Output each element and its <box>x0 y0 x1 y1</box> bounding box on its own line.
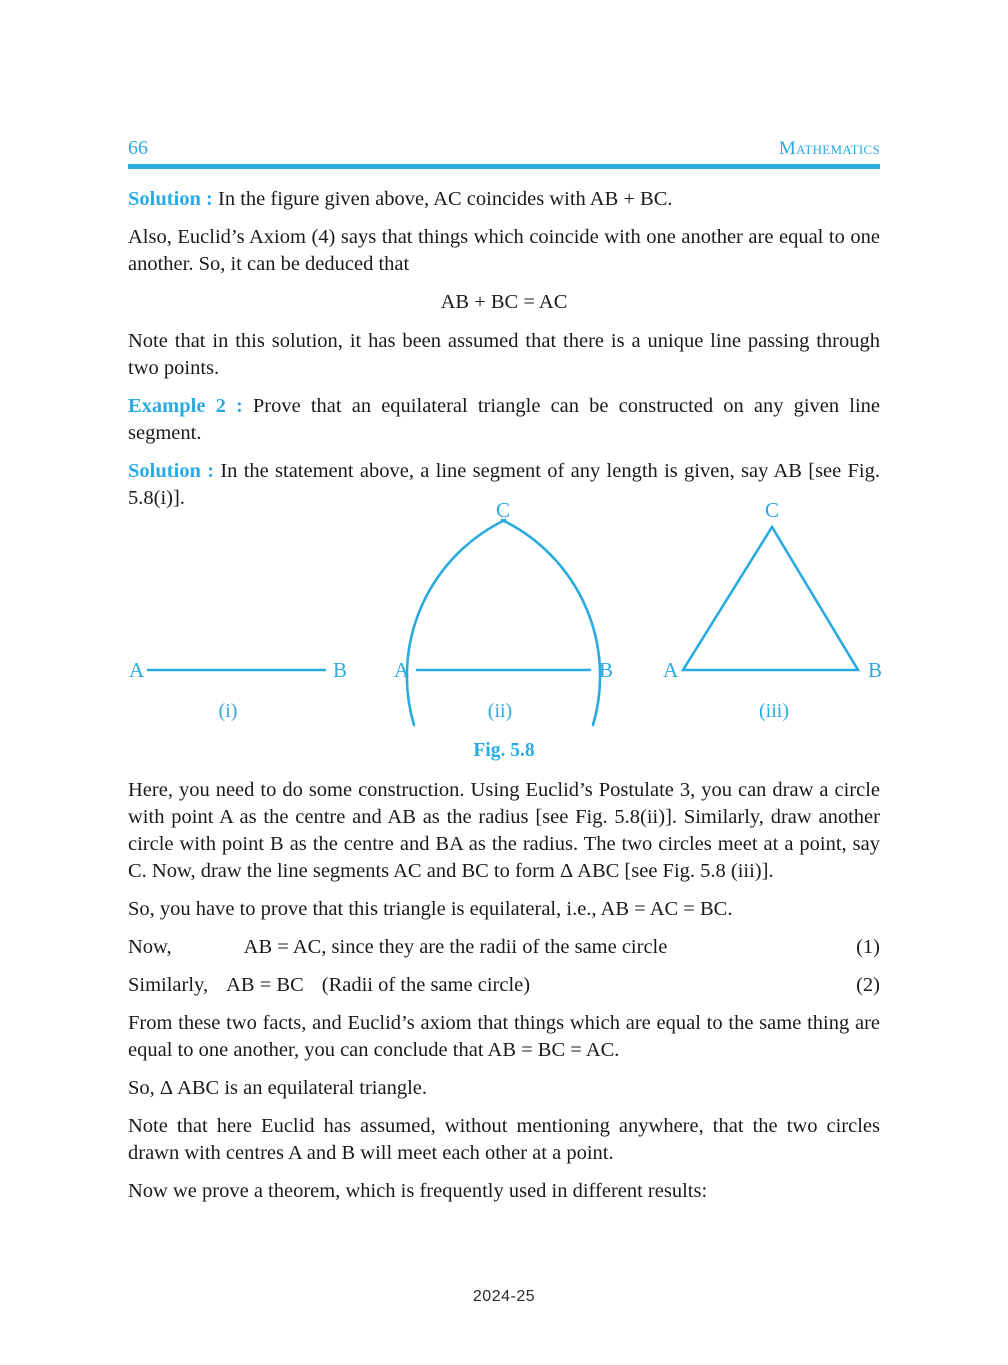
paragraph-construction: Here, you need to do some construction. Using Euclid’s Postulate 3, you can draw a circle with point A as the centre and AB as the radius [see Fig. 5.8(ii)]. Similarly, draw another circle with point B as the centre and BA as the radius. The two circles meet at a point, say C. Now, draw the line segments AC and BC to form Δ ABC [see Fig. 5.8 (iii)]. <box>128 779 880 882</box>
label-point-a-part-iii: A <box>663 658 679 682</box>
sublabel-figure-ii: (ii) <box>487 700 513 722</box>
label-point-a-part-ii: A <box>394 658 410 682</box>
paragraph-theorem-intro: Now we prove a theorem, which is frequently used in different results: <box>128 1180 708 1202</box>
paragraph-conclude: From these two facts, and Euclid’s axiom that things which are equal to the same thing are equal to one another, you can conclude that AB = BC = AC. <box>128 1012 880 1061</box>
equation-1-lead: Now, <box>128 936 172 958</box>
example-label-2: Example 2 : <box>128 395 243 417</box>
paragraph-equilateral-statement: So, Δ ABC is an equilateral triangle. <box>128 1077 427 1099</box>
paragraph-solution-1 <box>128 186 880 213</box>
arc-centre-a-right <box>502 520 600 725</box>
paragraph-note-circles-meet: Note that here Euclid has assumed, without mentioning anywhere, that the two circles drawn with centres A and B will meet each other at a point. <box>128 1115 880 1164</box>
equation-1-number: (1) <box>856 936 880 958</box>
header-row <box>128 138 880 160</box>
figure-5-8 <box>0 495 1008 775</box>
label-point-a-part-i: A <box>129 658 145 682</box>
page-header <box>128 138 880 170</box>
header-divider-rule <box>128 164 880 169</box>
label-point-b-part-ii: B <box>599 658 614 682</box>
equation-2-number: (2) <box>856 974 880 996</box>
page-footer-year: 2024-25 <box>472 1288 536 1305</box>
equation-2-paren: (Radii of the same circle) <box>321 974 531 996</box>
equation-1-body: AB = AC, since they are the radii of the same circle <box>243 936 668 958</box>
equation-2-lead: Similarly, <box>128 974 209 996</box>
page-number: 66 <box>128 137 148 159</box>
paragraph-note-unique-line: Note that in this solution, it has been assumed that there is a unique line passing through two points. <box>128 330 880 379</box>
figure-5-8-drawing <box>0 495 1008 775</box>
paragraph-euclid-axiom: Also, Euclid’s Axiom (4) says that things which coincide with one another are equal to one another. So, it can be deduced that <box>128 226 880 275</box>
equation-ab-bc-ac: AB + BC = AC <box>440 291 568 313</box>
sublabel-figure-iii: (iii) <box>759 700 789 722</box>
equation-row-1 <box>128 934 880 961</box>
label-point-b-part-i: B <box>333 658 348 682</box>
content-upper <box>128 186 880 523</box>
solution-label-1: Solution : <box>128 188 213 210</box>
paragraph-example-2 <box>128 393 880 447</box>
triangle-abc-part-iii <box>683 527 858 670</box>
equation-2-body: AB = BC <box>226 974 304 996</box>
content-lower <box>128 777 880 1216</box>
label-point-c-part-ii: C <box>496 498 511 522</box>
arc-centre-b-left <box>407 520 505 725</box>
label-point-c-part-iii: C <box>765 498 780 522</box>
figure-caption: Fig. 5.8 <box>473 740 535 761</box>
sublabel-figure-i: (i) <box>218 700 238 722</box>
solution-label-2: Solution : <box>128 460 215 482</box>
label-point-b-part-iii: B <box>868 658 883 682</box>
example-text-2: Prove that an equilateral triangle can be constructed on any given line segment. <box>128 395 880 444</box>
header-subject-title: Mathematics <box>778 138 880 159</box>
solution-text-1: In the figure given above, AC coincides with AB + BC. <box>212 188 673 210</box>
paragraph-prove-equilateral: So, you have to prove that this triangle is equilateral, i.e., AB = AC = BC. <box>128 898 733 920</box>
solution-text-2: In the statement above, a line segment of any length is given, say AB [see Fig. 5.8(i)]. <box>128 460 881 509</box>
equation-row-2 <box>128 972 880 999</box>
